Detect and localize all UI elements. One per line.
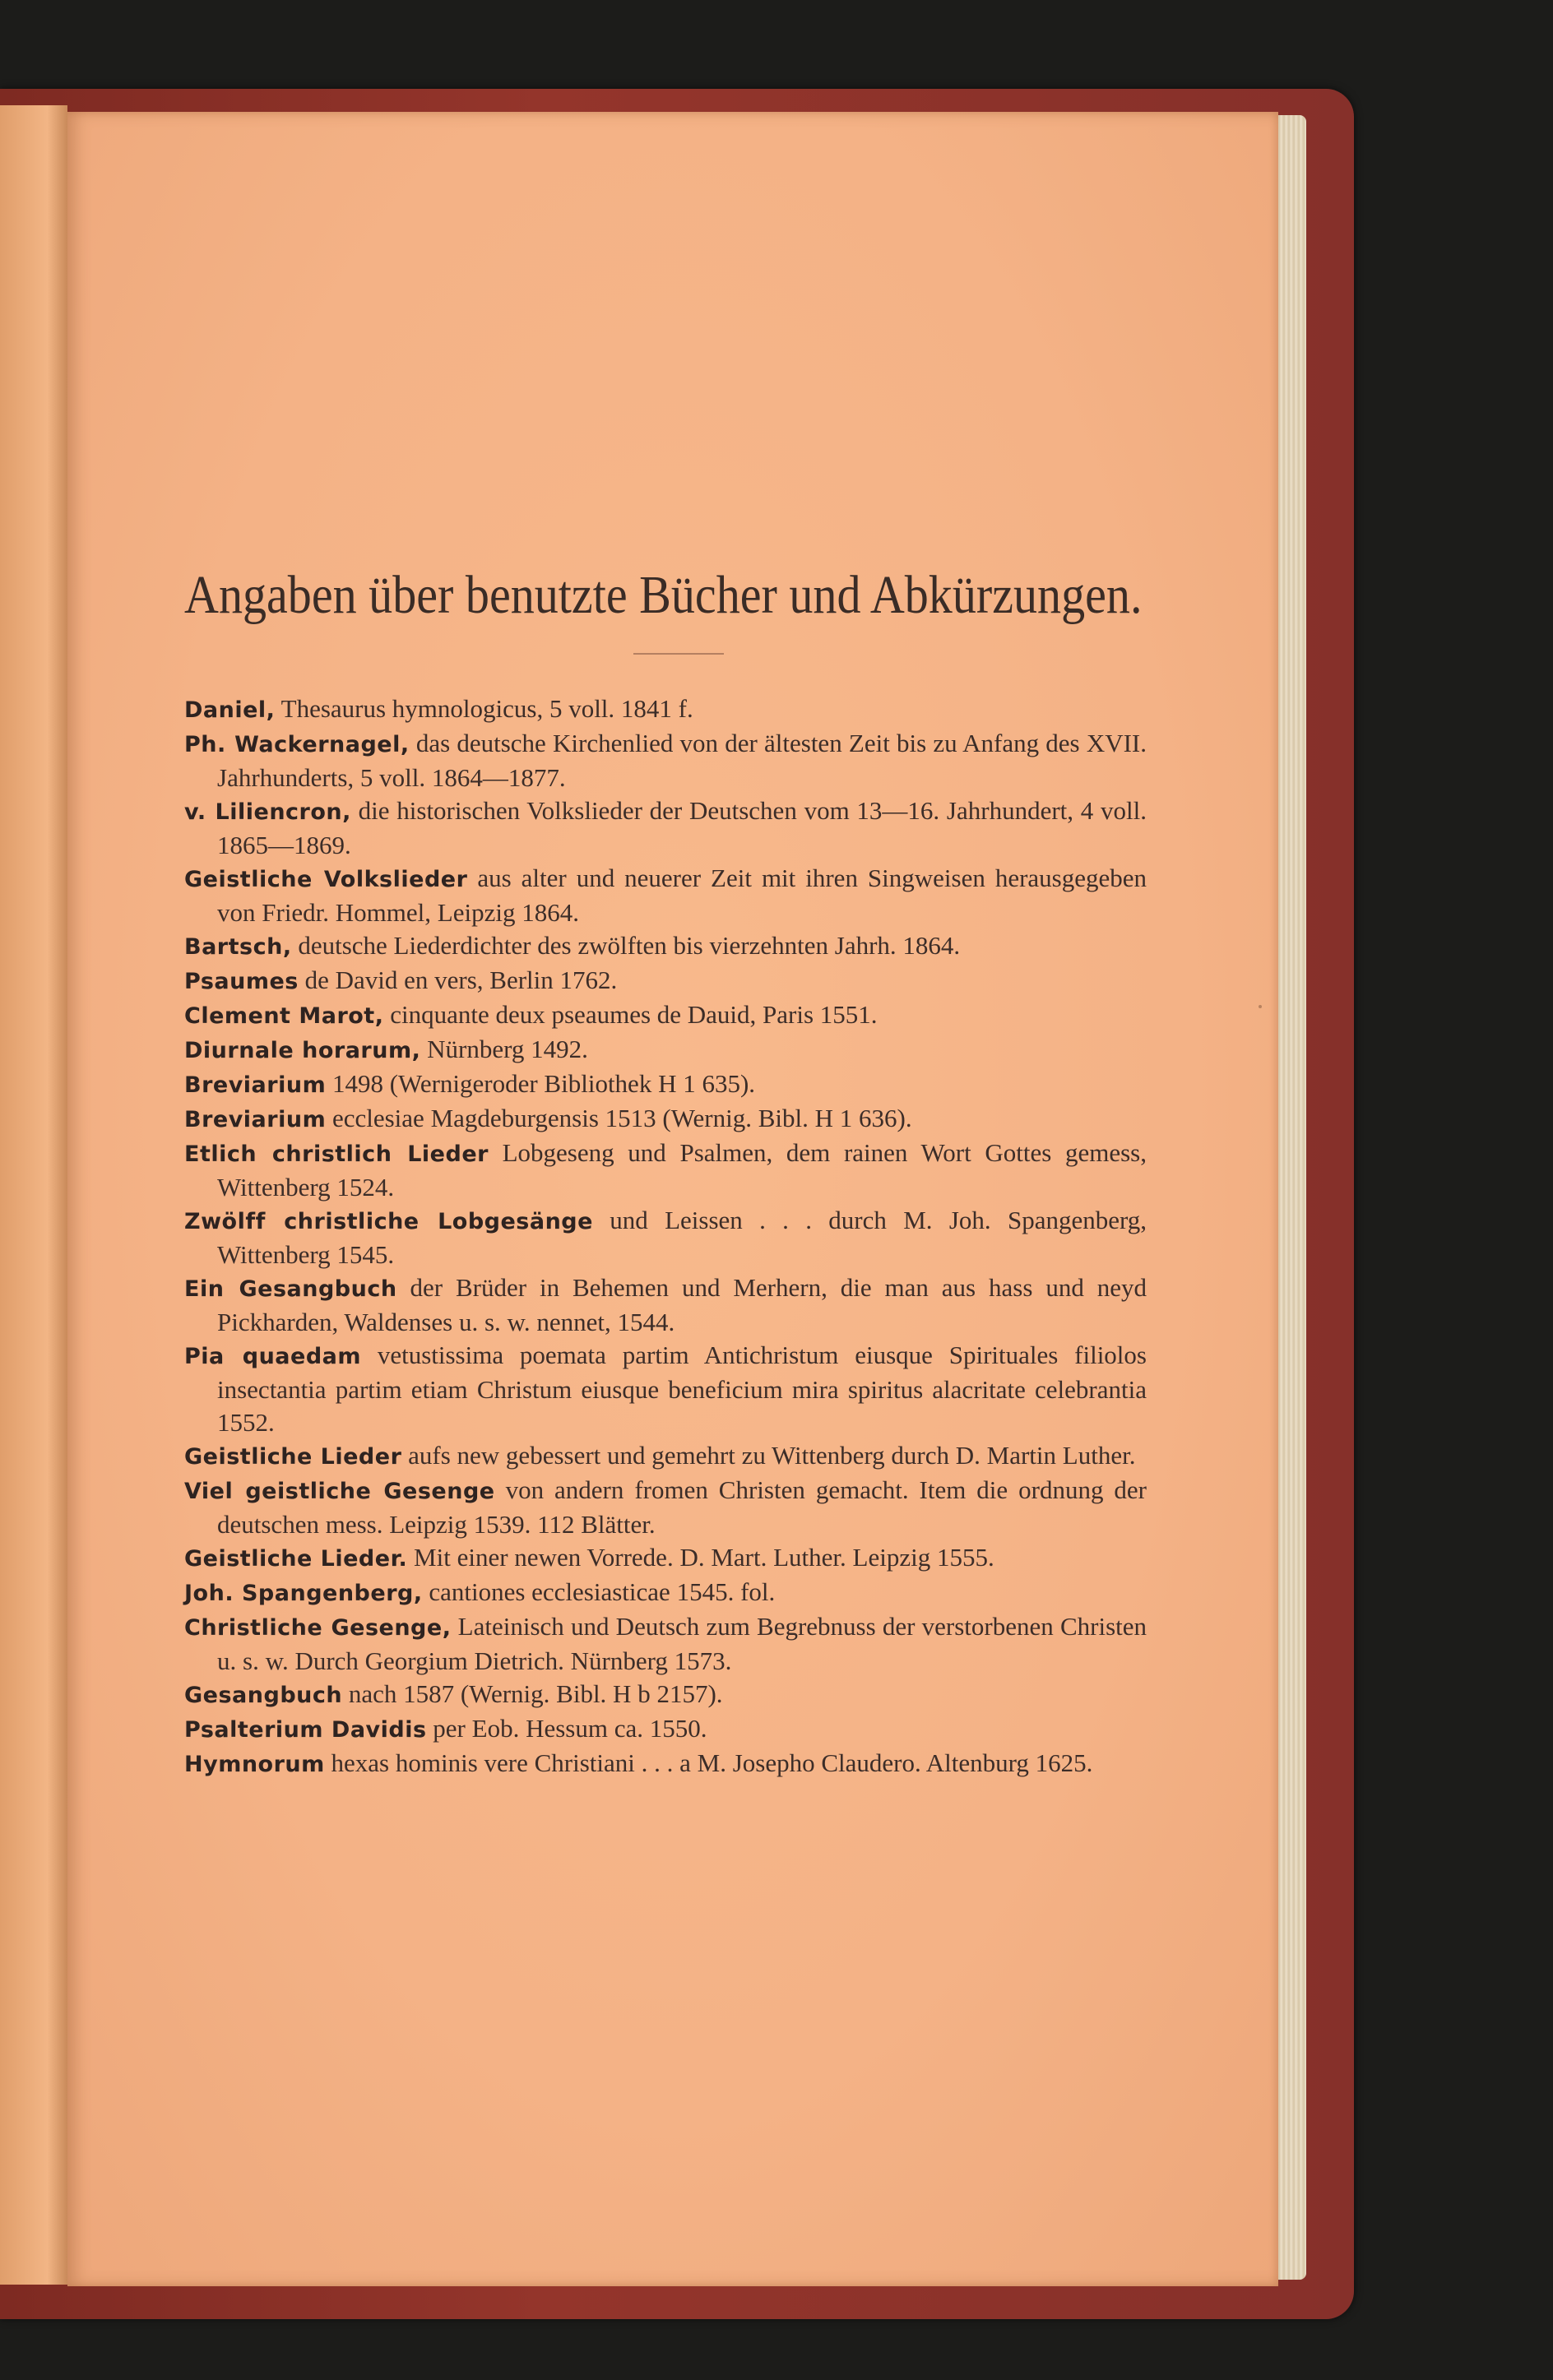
entry-text: cantiones ecclesiasticae 1545. fol. xyxy=(422,1577,776,1606)
entry-head: Ph. Wackernagel, xyxy=(184,732,410,757)
entry-text: 1498 (Wernigeroder Bibliothek H 1 635). xyxy=(326,1069,756,1098)
entry-head: Joh. Spangenberg, xyxy=(184,1581,423,1606)
entry-head: Diurnale horarum, xyxy=(184,1038,421,1063)
entry-head: Geistliche Lieder. xyxy=(184,1546,408,1572)
entry-text: Lobgeseng und Psalmen, dem rainen Wort Gottes gemess, Wittenberg 1524. xyxy=(217,1138,1147,1202)
list-item xyxy=(184,1747,1147,1781)
list-item xyxy=(184,1610,1147,1678)
entry-text: de David en vers, Berlin 1762. xyxy=(298,965,618,994)
entry-head: Christliche Gesenge, xyxy=(184,1615,452,1641)
list-item xyxy=(184,794,1147,862)
entry-text: per Eob. Hessum ca. 1550. xyxy=(426,1714,707,1743)
entry-head: Geistliche Lieder xyxy=(184,1444,402,1470)
entry-text: hexas hominis vere Christiani . . . a M. Josepho Claudero. Altenburg 1625. xyxy=(324,1748,1093,1777)
list-item xyxy=(184,862,1147,929)
list-item xyxy=(184,1204,1147,1271)
list-item xyxy=(184,1541,1147,1576)
page-title: Angaben über benutzte Bücher und Abkürzungen. xyxy=(184,565,1143,625)
entry-text: aufs new gebessert und gemehrt zu Wittenberg durch D. Martin Luther. xyxy=(401,1441,1136,1470)
list-item xyxy=(184,1102,1147,1137)
list-item xyxy=(184,692,1147,727)
entry-text: das deutsche Kirchenlied von der ältesten Zeit bis zu Anfang des XVII. Jahrhunderts, 5 voll. 1864—1877. xyxy=(217,729,1147,792)
entry-head: Pia quaedam xyxy=(184,1344,361,1369)
list-item xyxy=(184,1712,1147,1747)
entry-text: Mit einer newen Vorrede. D. Mart. Luther. Leipzig 1555. xyxy=(407,1543,994,1572)
list-item xyxy=(184,1474,1147,1541)
list-item xyxy=(184,1339,1147,1439)
entry-head: Geistliche Volkslieder xyxy=(184,867,468,892)
list-item xyxy=(184,1033,1147,1067)
list-item xyxy=(184,1439,1147,1474)
entry-text: cinquante deux pseaumes de Dauid, Paris 1551. xyxy=(383,1000,878,1029)
list-item xyxy=(184,929,1147,964)
entry-text: Lateinisch und Deutsch zum Begrebnuss der verstorbenen Christen u. s. w. Durch Georgium Dietrich. Nürnberg 1573. xyxy=(217,1612,1147,1675)
entry-head: Psalterium Davidis xyxy=(184,1717,427,1743)
bibliography-list xyxy=(184,692,1147,1781)
list-item xyxy=(184,1271,1147,1339)
list-item xyxy=(184,998,1147,1033)
entry-head: Hymnorum xyxy=(184,1752,325,1777)
list-item xyxy=(184,1067,1147,1102)
list-item xyxy=(184,1137,1147,1204)
entry-text: Thesaurus hymnologicus, 5 voll. 1841 f. xyxy=(275,694,693,723)
entry-text: nach 1587 (Wernig. Bibl. H b 2157). xyxy=(342,1679,723,1708)
entry-text: die historischen Volkslieder der Deutschen vom 13—16. Jahrhundert, 4 voll. 1865—1869. xyxy=(217,796,1147,859)
entry-text: von andern fromen Christen gemacht. Item die ordnung der deutschen mess. Leipzig 1539. 112 Blätter. xyxy=(217,1475,1147,1539)
left-page-edge xyxy=(0,105,67,2285)
entry-head: Clement Marot, xyxy=(184,1003,384,1029)
entry-text: deutsche Liederdichter des zwölften bis vierzehnten Jahrh. 1864. xyxy=(291,931,961,960)
entry-head: Ein Gesangbuch xyxy=(184,1276,397,1302)
pencil-mark xyxy=(1259,1005,1262,1008)
entry-head: Psaumes xyxy=(184,969,299,994)
title-rule xyxy=(633,653,724,655)
entry-text: aus alter und neuerer Zeit mit ihren Singweisen herausgegeben von Friedr. Hommel, Leipzig 1864. xyxy=(217,864,1147,927)
entry-text: der Brüder in Behemen und Merhern, die man aus hass und neyd Pickharden, Waldenses u. s. w. nennet, 1544. xyxy=(217,1273,1147,1336)
entry-head: Zwölff christliche Lobgesänge xyxy=(184,1209,593,1234)
list-item xyxy=(184,1678,1147,1712)
entry-head: Breviarium xyxy=(184,1107,327,1132)
entry-text: und Leissen . . . durch M. Joh. Spangenberg, Wittenberg 1545. xyxy=(217,1206,1147,1269)
entry-head: v. Liliencron, xyxy=(184,799,351,825)
entry-text: vetustissima poemata partim Antichristum eiusque Spirituales filiolos insectantia partim etiam Christum eiusque beneficium mira spiritus alacritate celebrantia 1552. xyxy=(217,1340,1147,1437)
list-item xyxy=(184,964,1147,998)
entry-text: Nürnberg 1492. xyxy=(420,1035,588,1063)
entry-head: Bartsch, xyxy=(184,934,292,960)
entry-text: ecclesiae Magdeburgensis 1513 (Wernig. Bibl. H 1 636). xyxy=(326,1104,912,1132)
list-item xyxy=(184,727,1147,794)
entry-head: Etlich christlich Lieder xyxy=(184,1141,489,1167)
list-item xyxy=(184,1576,1147,1610)
entry-head: Daniel, xyxy=(184,697,276,723)
entry-head: Viel geistliche Gesenge xyxy=(184,1479,495,1504)
entry-head: Breviarium xyxy=(184,1072,327,1098)
entry-head: Gesangbuch xyxy=(184,1683,343,1708)
